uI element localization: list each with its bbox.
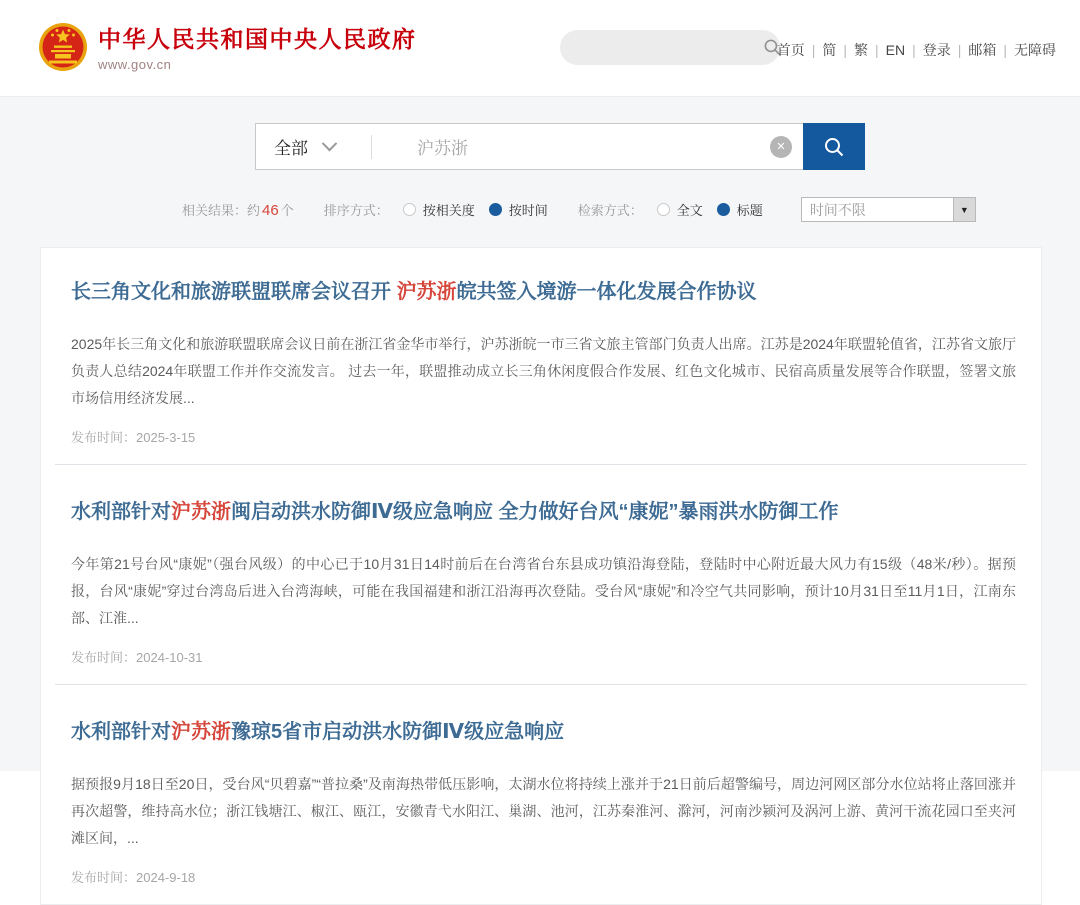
result-snippet: 据预报9月18日至20日，受台风“贝碧嘉”“普拉桑”及南海热带低压影响，太湖水位将持续上涨并于21日前后超警编号，周边河网区部分水位站将止落回涨并再次超警，维持高水位；浙江钱塘江、椒江、瓯江，安徽青弋水阳江、巢湖、池河，江苏秦淮河、滁河，河南沙颍河及涡河上游、黄河干流花园口至夹河滩区间，... (71, 776, 1016, 846)
national-emblem-icon (38, 22, 88, 72)
nav-separator: | (957, 42, 962, 58)
highlight-keyword: 沪苏浙 (396, 281, 457, 303)
nav-separator: | (811, 42, 816, 58)
site-url: www.gov.cn (98, 57, 172, 72)
search-bar (255, 123, 865, 170)
radio-sort-relevance[interactable]: 按相关度 (403, 200, 475, 219)
site-title: 中华人民共和国中央人民政府 (98, 26, 417, 52)
time-filter-value: 时间不限 (809, 201, 866, 218)
chevron-down-icon (322, 136, 338, 152)
radio-icon[interactable] (403, 203, 416, 216)
result-count: 相关结果：约 46 个 (182, 202, 294, 219)
search-result (41, 465, 1041, 684)
sort-label: 排序方式： (323, 203, 389, 218)
result-title[interactable]: 水利部针对沪苏浙闽启动洪水防御Ⅳ级应急响应 全力做好台风“康妮”暴雨洪水防御工作 (71, 501, 839, 523)
top-search-input[interactable] (560, 40, 763, 56)
radio-mode-fulltext[interactable]: 全文 (657, 200, 703, 219)
nav-link-mail[interactable]: 邮箱 (968, 42, 997, 58)
result-date: 发布时间：2024-10-31 (71, 650, 203, 665)
result-count-value: 46 (262, 202, 279, 219)
result-snippet: 2025年长三角文化和旅游联盟联席会议日前在浙江省金华市举行，沪苏浙皖一市三省文旅主管部门负责人出席。江苏是2024年联盟轮值省，江苏省文旅厅负责人总结2024年联盟工作并作交流发言。 过去一年，联盟推动成立长三角休闲度假合作发展、红色文化城市、民宿高质量发展等合作联盟，签署文旅市场信用经济发展... (71, 336, 1016, 406)
mode-group (578, 200, 763, 219)
nav-link-simplified[interactable]: 简 (822, 42, 837, 58)
results-panel (40, 247, 1042, 905)
result-date: 发布时间：2025-3-15 (71, 430, 196, 445)
top-nav (777, 40, 1056, 60)
nav-link-login[interactable]: 登录 (922, 42, 951, 58)
nav-link-english[interactable]: EN (885, 42, 906, 58)
search-input[interactable] (372, 136, 770, 158)
radio-icon[interactable] (657, 203, 670, 216)
highlight-keyword: 沪苏浙 (171, 501, 231, 523)
search-button[interactable] (803, 123, 865, 170)
nav-separator: | (874, 42, 879, 58)
time-filter-select[interactable] (801, 197, 976, 222)
mode-label: 检索方式： (577, 203, 643, 218)
filter-bar (182, 197, 1080, 222)
result-date: 发布时间：2024-9-18 (71, 870, 196, 885)
search-result (41, 685, 1041, 904)
nav-link-traditional[interactable]: 繁 (853, 42, 868, 58)
search-result (41, 248, 1041, 464)
sort-group (324, 200, 548, 219)
site-logo (38, 21, 417, 72)
result-snippet: 今年第21号台风“康妮”（强台风级）的中心已于10月31日14时前后在台湾省台东县成功镇沿海登陆，登陆时中心附近最大风力有15级（48米/秒）。据预报，台风“康妮”穿过台湾岛后进入台湾海峡，可能在我国福建和浙江沿海再次登陆。受台风“康妮”和冷空气共同影响，预计10月31日至11月1日，江南东部、江淮... (71, 556, 1016, 626)
page-body (0, 96, 1080, 885)
result-title[interactable]: 长三角文化和旅游联盟联席会议召开 沪苏浙皖共签入境游一体化发展合作协议 (71, 281, 757, 303)
nav-separator: | (1003, 42, 1007, 58)
result-title[interactable]: 水利部针对沪苏浙豫琼5省市启动洪水防御Ⅳ级应急响应 (71, 721, 565, 743)
radio-sort-time[interactable]: 按时间 (489, 200, 548, 219)
top-search-box[interactable] (560, 30, 780, 65)
search-icon (822, 135, 846, 159)
radio-selected-icon[interactable] (717, 203, 730, 216)
nav-separator: | (843, 42, 847, 58)
search-scope-select[interactable] (256, 134, 371, 159)
nav-separator: | (912, 42, 916, 58)
nav-link-accessibility[interactable]: 无障碍 (1014, 42, 1056, 58)
dropdown-arrow-icon[interactable]: ▼ (953, 198, 975, 221)
search-scope-label: 全部 (274, 139, 308, 158)
site-header (0, 0, 1080, 96)
radio-selected-icon[interactable] (489, 203, 502, 216)
clear-icon[interactable]: ✕ (770, 136, 792, 158)
highlight-keyword: 沪苏浙 (171, 721, 231, 743)
radio-mode-title[interactable]: 标题 (717, 200, 763, 219)
nav-link-home[interactable]: 首页 (776, 42, 805, 58)
